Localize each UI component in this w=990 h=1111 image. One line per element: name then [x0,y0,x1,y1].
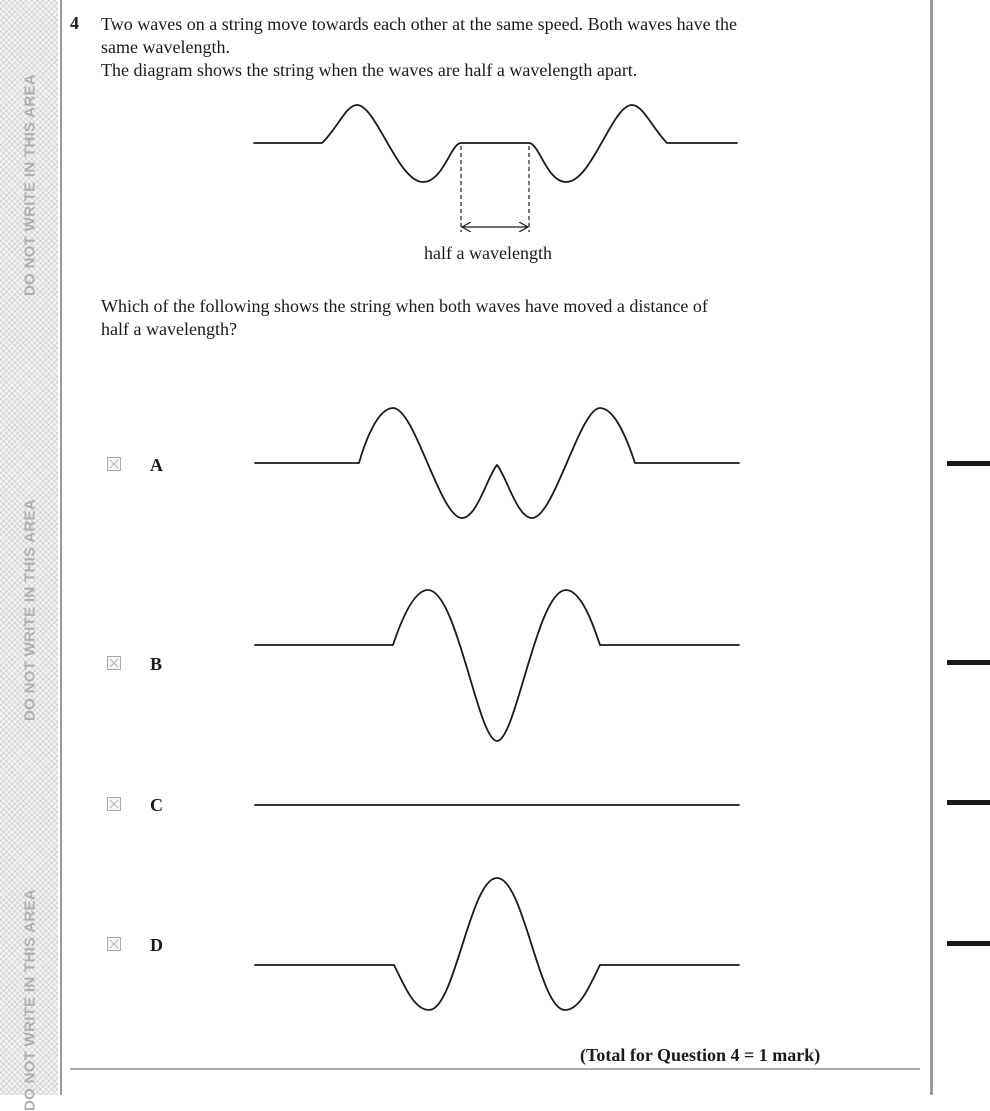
option-d-label: D [150,935,163,955]
margin-warning-3: DO NOT WRITE IN THIS AREA [21,889,39,1111]
question-prompt-line-2: half a wavelength? [101,319,237,339]
option-d-checkbox[interactable] [107,937,121,951]
option-a-string [255,408,739,518]
question-divider [70,1068,920,1070]
option-c-checkbox[interactable] [107,797,121,811]
question-intro-line-2: same wavelength. [101,37,230,57]
option-b-checkbox[interactable] [107,656,121,670]
option-c-label: C [150,795,163,815]
diagram-label: half a wavelength [424,243,552,263]
checkbox-cross-icon [108,938,120,950]
option-d-string [255,878,739,1010]
checkbox-cross-icon [108,798,120,810]
question-total-marks: (Total for Question 4 = 1 mark) [580,1045,821,1065]
diagram-string [254,105,737,182]
option-a-label: A [150,455,163,475]
margin-warning-1: DO NOT WRITE IN THIS AREA [21,74,39,296]
option-b-label: B [150,654,163,674]
question-number: 4 [70,13,79,33]
checkbox-cross-icon [108,657,120,669]
margin-warning-2: DO NOT WRITE IN THIS AREA [21,499,39,721]
question-intro-line-1: Two waves on a string move towards each other at the same speed. Both waves have the [101,14,738,34]
checkbox-cross-icon [108,458,120,470]
option-a-checkbox[interactable] [107,457,121,471]
question-prompt-line-1: Which of the following shows the string when both waves have moved a distance of [101,296,708,316]
question-intro-line-3: The diagram shows the string when the waves are half a wavelength apart. [101,60,638,80]
option-b-string [255,590,739,741]
